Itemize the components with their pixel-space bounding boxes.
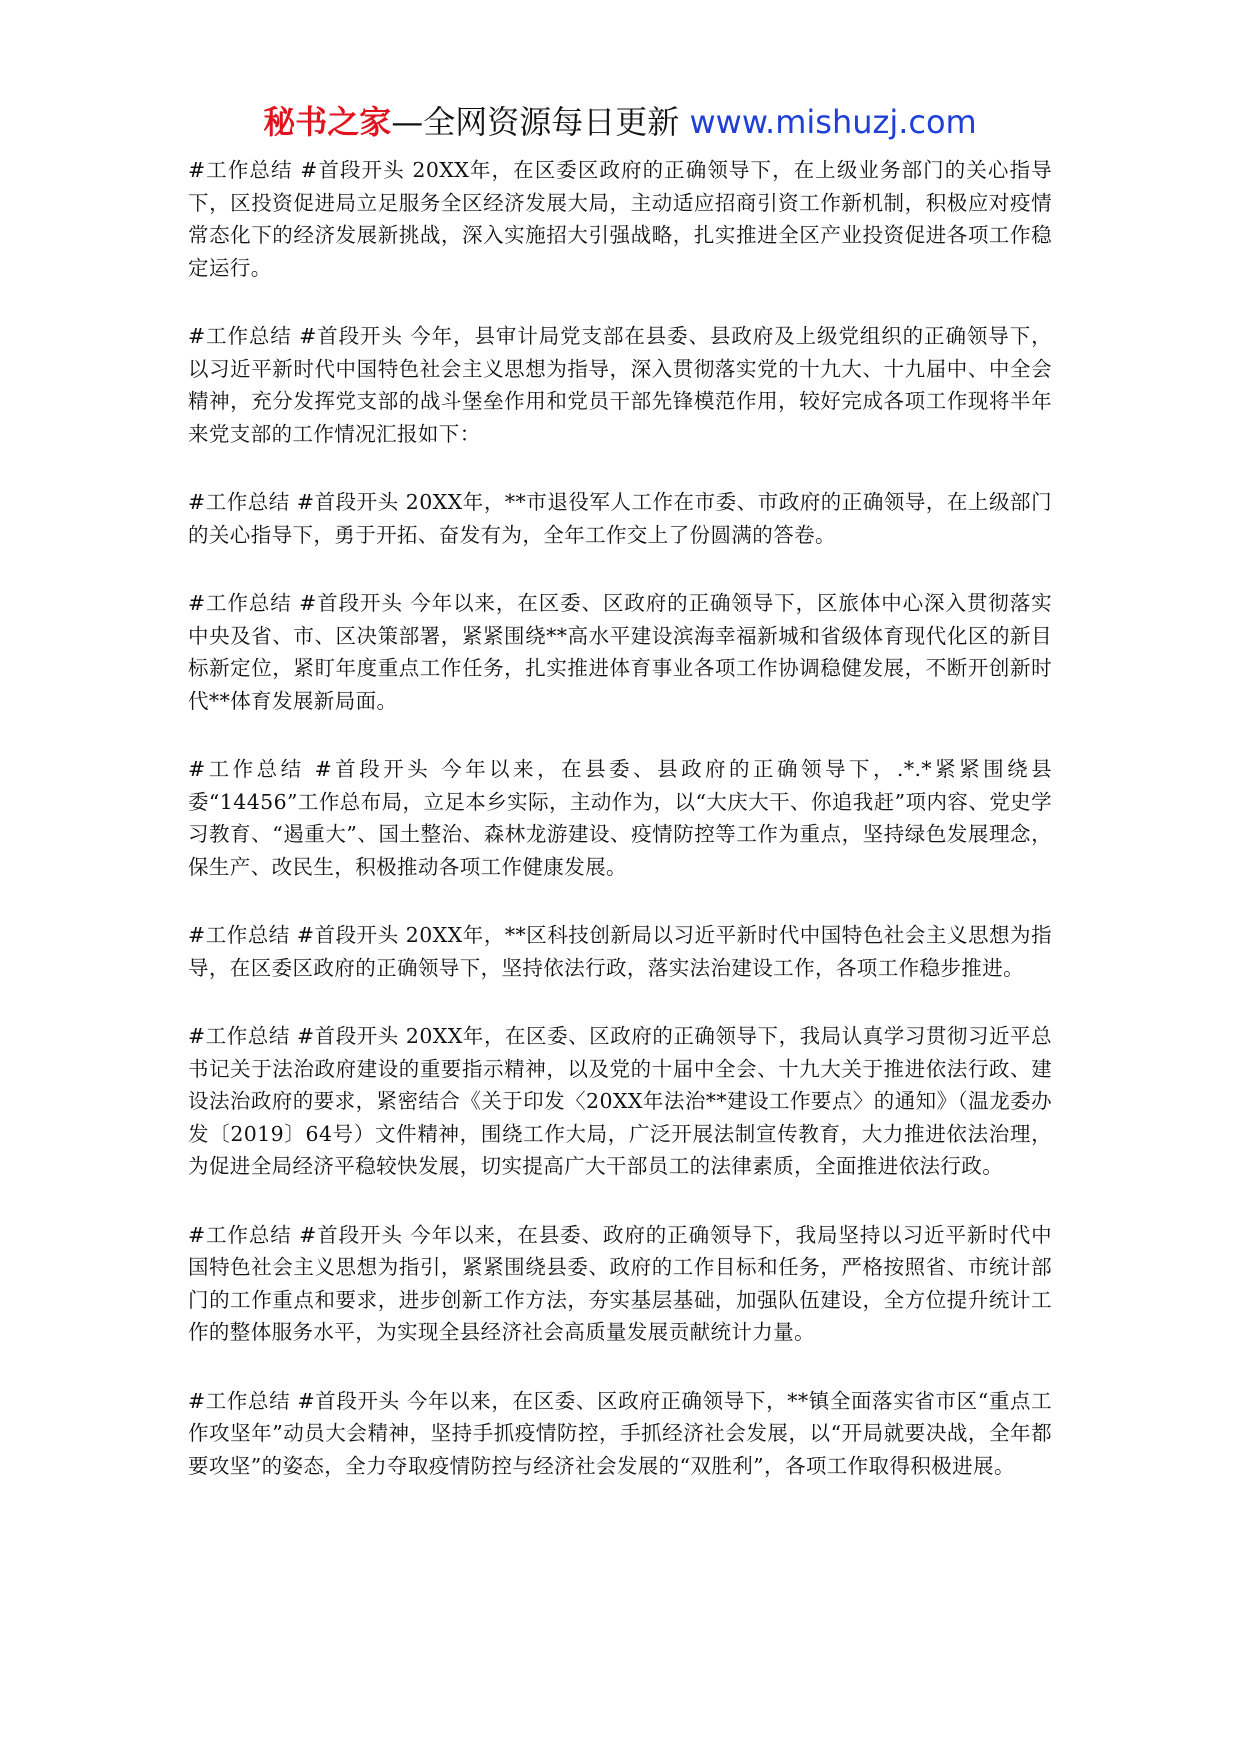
document-body — [188, 154, 1052, 1518]
paragraph-3: #工作总结 #首段开头 20XX年，**市退役军人工作在市委、市政府的正确领导，在上级部门的关心指导下，勇于开拓、奋发有为，全年工作交上了份圆满的答卷。 — [188, 490, 1052, 547]
paragraph-1: #工作总结 #首段开头 20XX年，在区委区政府的正确领导下，在上级业务部门的关心指导下，区投资促进局立足服务全区经济发展大局，主动适应招商引资工作新机制，积极应对疫情常态化下的经济发展新挑战，深入实施招大引强战略，扎实推进全区产业投资促进各项工作稳定运行。 — [188, 158, 1052, 280]
paragraph-6: #工作总结 #首段开头 20XX年，**区科技创新局以习近平新时代中国特色社会主义思想为指导，在区委区政府的正确领导下，坚持依法行政，落实法治建设工作，各项工作稳步推进。 — [188, 923, 1052, 980]
header-tagline: —全网资源每日更新 — [391, 103, 690, 141]
paragraph-9: #工作总结 #首段开头 今年以来，在区委、区政府正确领导下，**镇全面落实省市区“重点工作攻坚年”动员大会精神，坚持手抓疫情防控，手抓经济社会发展，以“开局就要决战，全年都要攻坚”的姿态，全力夺取疫情防控与经济社会发展的“双胜利”，各项工作取得积极进展。 — [188, 1388, 1052, 1478]
paragraph-7: #工作总结 #首段开头 20XX年，在区委、区政府的正确领导下，我局认真学习贯彻习近平总书记关于法治政府建设的重要指示精神，以及党的十届中全会、十九大关于推进依法行政、建设法治政府的要求，紧密结合《关于印发〈20XX年法治**建设工作要点〉的通知》（温龙委办发〔2019〕64号）文件精神，围绕工作大局，广泛开展法制宣传教育，大力推进依法治理，为促进全局经济平稳较快发展，切实提高广大干部员工的法律素质，全面推进依法行政。 — [188, 1024, 1052, 1178]
header-banner — [0, 100, 1240, 144]
paragraph-5: #工作总结 #首段开头 今年以来，在县委、县政府的正确领导下，.*.*紧紧围绕县委“14456”工作总布局，立足本乡实际，主动作为，以“大庆大干、你追我赶”项内容、党史学习教育、“遏重大”、国土整治、森林龙游建设、疫情防控等工作为重点，坚持绿色发展理念，保生产、改民生，积极推动各项工作健康发展。 — [188, 757, 1052, 879]
paragraph-8: #工作总结 #首段开头 今年以来，在县委、政府的正确领导下，我局坚持以习近平新时代中国特色社会主义思想为指引，紧紧围绕县委、政府的工作目标和任务，严格按照省、市统计部门的工作重点和要求，进步创新工作方法，夯实基层基础，加强队伍建设，全方位提升统计工作的整体服务水平，为实现全县经济社会高质量发展贡献统计力量。 — [188, 1222, 1052, 1344]
paragraph-4: #工作总结 #首段开头 今年以来，在区委、区政府的正确领导下，区旅体中心深入贯彻落实中央及省、市、区决策部署，紧紧围绕**高水平建设滨海幸福新城和省级体育现代化区的新目标新定位，紧盯年度重点工作任务，扎实推进体育事业各项工作协调稳健发展，不断开创新时代**体育发展新局面。 — [188, 591, 1052, 713]
site-link[interactable]: www.mishuzj.com — [689, 103, 977, 141]
paragraph-2: #工作总结 #首段开头 今年，县审计局党支部在县委、县政府及上级党组织的正确领导下，以习近平新时代中国特色社会主义思想为指导，深入贯彻落实党的十九大、十九届中、中全会精神，充分发挥党支部的战斗堡垒作用和党员干部先锋模范作用，较好完成各项工作现将半年来党支部的工作情况汇报如下： — [188, 324, 1052, 446]
brand-name: 秘书之家 — [263, 103, 392, 141]
